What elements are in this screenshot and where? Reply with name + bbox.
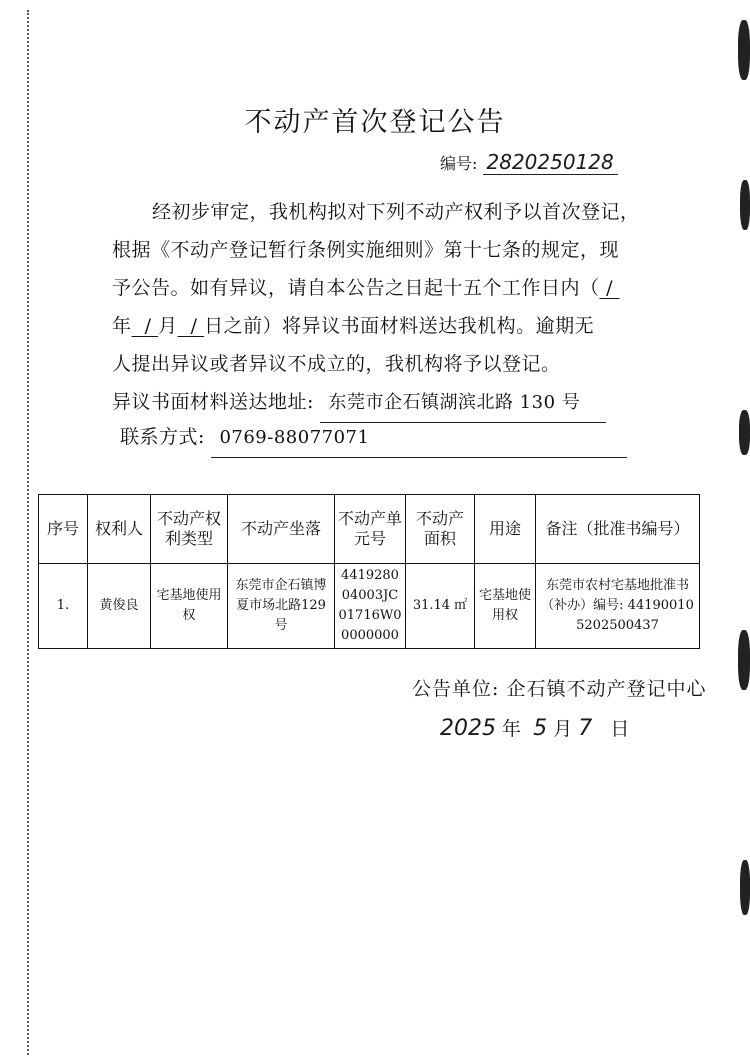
scan-edge-mark (738, 20, 750, 80)
header-unit-no: 不动产单元号 (335, 495, 406, 564)
address-label: 异议书面材料送达地址: (112, 391, 314, 413)
blank-field (600, 277, 620, 299)
scan-edge-mark (740, 180, 750, 230)
contact-value: 0769-88077071 (211, 419, 627, 458)
cell-unit-no: 441928004003JC01716W00000000 (335, 564, 406, 649)
body-line-text: 经初步审定，我机构拟对下列不动产权利予以首次登记， (152, 201, 640, 223)
binding-dotted-line (27, 10, 29, 1055)
header-location: 不动产坐落 (228, 495, 335, 564)
contact-label: 联系方式: (120, 426, 205, 448)
issuer-label: 公告单位: (412, 678, 500, 700)
body-line-text: 予公告。如有异议，请自本公告之日起十五个工作日内（ (112, 277, 600, 299)
header-owner: 权利人 (88, 495, 151, 564)
header-right-type: 不动产权利类型 (151, 495, 228, 564)
doc-number-label: 编号: (440, 154, 478, 173)
doc-number-value: 2820250128 (483, 150, 618, 175)
doc-number (440, 150, 618, 175)
address-line (112, 383, 606, 423)
notice-body (112, 193, 712, 383)
property-table (38, 494, 700, 649)
date-year-unit: 年 (502, 718, 522, 740)
body-line (112, 231, 712, 269)
cell-right-type: 宅基地使用权 (151, 564, 228, 649)
header-area: 不动产面积 (406, 495, 475, 564)
cell-owner: 黄俊良 (88, 564, 151, 649)
date-month-unit: 月 (553, 718, 573, 740)
address-value: 东莞市企石镇湖滨北路 130 号 (320, 384, 606, 423)
body-line (112, 345, 712, 383)
cell-no: 1. (39, 564, 88, 649)
scan-edge-mark (740, 860, 750, 915)
date-month: 5 (533, 716, 548, 741)
month-label: 月 (158, 315, 178, 337)
body-line (112, 307, 712, 345)
body-line-text: 根据《不动产登记暂行条例实施细则》第十七条的规定，现 (112, 239, 620, 261)
blank-value: / (190, 315, 198, 337)
contact-line (120, 418, 627, 458)
date-year: 2025 (440, 716, 496, 741)
date-day-unit: 日 (610, 718, 630, 740)
table-row (39, 564, 700, 649)
date-day: 7 (578, 716, 593, 741)
cell-area: 31.14 ㎡ (406, 564, 475, 649)
blank-field (178, 315, 205, 337)
table-header-row (39, 495, 700, 564)
year-label: 年 (112, 315, 132, 337)
issuer-line (412, 674, 706, 701)
body-line (112, 193, 712, 231)
body-line-text: 人提出异议或者异议不成立的，我机构将予以登记。 (112, 353, 561, 375)
header-remark: 备注（批准书编号） (536, 495, 700, 564)
body-line-text: 日之前）将异议书面材料送达我机构。逾期无 (204, 315, 595, 337)
page-title: 不动产首次登记公告 (244, 107, 506, 138)
scan-edge-mark (738, 630, 750, 690)
blank-value: / (144, 315, 152, 337)
blank-value: / (606, 277, 613, 299)
cell-remark: 东莞市农村宅基地批准书（补办）编号: 441900105202500437 (536, 564, 700, 649)
issue-date (440, 714, 629, 741)
blank-field (132, 315, 159, 337)
body-line (112, 269, 712, 307)
header-no: 序号 (39, 495, 88, 564)
cell-location: 东莞市企石镇博夏市场北路129号 (228, 564, 335, 649)
issuer-value: 企石镇不动产登记中心 (506, 678, 707, 700)
scan-edge-mark (739, 410, 750, 455)
cell-usage: 宅基地使用权 (475, 564, 536, 649)
header-usage: 用途 (475, 495, 536, 564)
